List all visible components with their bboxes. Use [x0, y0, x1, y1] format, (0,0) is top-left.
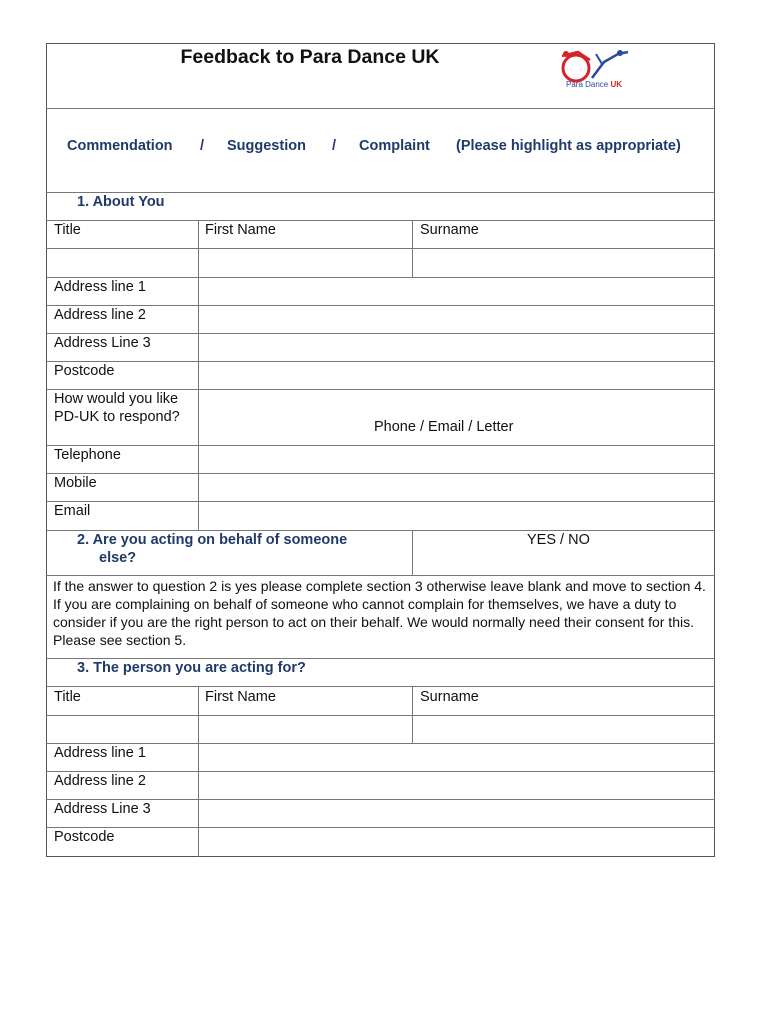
question-line1: 2. Are you acting on behalf of someone: [77, 532, 348, 548]
label-address-line-3: Address Line 3: [54, 335, 151, 351]
label-address-line-2-3: Address line 2: [54, 773, 146, 789]
title-field-3[interactable]: [47, 716, 198, 743]
option-commendation[interactable]: Commendation: [67, 138, 173, 154]
surname-field-3[interactable]: [413, 716, 714, 743]
address-line-1-field[interactable]: [199, 278, 714, 305]
label-mobile: Mobile: [54, 475, 97, 491]
highlight-note: (Please highlight as appropriate): [456, 138, 681, 154]
label-title-3: Title: [54, 689, 81, 705]
label-address-line-2: Address line 2: [54, 307, 146, 323]
title-field[interactable]: [47, 249, 198, 277]
question-line2: else?: [99, 550, 137, 566]
postcode-field-3[interactable]: [199, 828, 714, 856]
label-respond-method: [54, 390, 180, 426]
page-title: Feedback to Para Dance UK: [180, 46, 440, 68]
surname-field[interactable]: [413, 249, 714, 277]
label-surname-3: Surname: [420, 689, 479, 705]
mobile-field[interactable]: [199, 474, 714, 501]
address-line-2-field-3[interactable]: [199, 772, 714, 799]
address-line-3-field-3[interactable]: [199, 800, 714, 827]
postcode-field[interactable]: [199, 362, 714, 389]
section2-question: [77, 531, 347, 567]
section1-heading: 1. About You: [77, 194, 165, 210]
option-suggestion[interactable]: Suggestion: [227, 138, 306, 154]
first-name-field[interactable]: [199, 249, 412, 277]
address-line-1-field-3[interactable]: [199, 744, 714, 771]
label-title: Title: [54, 222, 81, 238]
label-first-name-3: First Name: [205, 689, 276, 705]
section3-heading: 3. The person you are acting for?: [77, 660, 306, 676]
respond-options[interactable]: Phone / Email / Letter: [374, 419, 514, 435]
separator: /: [200, 138, 205, 154]
address-line-3-field[interactable]: [199, 334, 714, 361]
first-name-field-3[interactable]: [199, 716, 412, 743]
instructions-paragraph: If the answer to question 2 is yes please complete section 3 otherwise leave blank and move to section 4. If you are complaining on behalf of someone who cannot complain for themselves, we have a duty to consider if you are the right person to act on their behalf. We would normally need their consent for this. Please see section 5.: [53, 578, 706, 648]
logo-text-plain: Para Dance: [566, 80, 609, 89]
rule-row: [46, 575, 715, 576]
logo-text-accent: UK: [610, 80, 623, 89]
label-address-line-1-3: Address line 1: [54, 745, 146, 761]
rule-row: [46, 686, 715, 687]
option-complaint[interactable]: Complaint: [359, 138, 430, 154]
respond-label-line2: PD-UK to respond?: [54, 409, 180, 425]
rule-row: [46, 220, 715, 221]
yes-no-options[interactable]: YES / NO: [527, 532, 590, 548]
logo-text: [566, 80, 622, 90]
label-postcode-3: Postcode: [54, 829, 115, 845]
label-telephone: Telephone: [54, 447, 121, 463]
respond-label-line1: How would you like: [54, 391, 179, 407]
label-address-line-3-3: Address Line 3: [54, 801, 151, 817]
label-surname: Surname: [420, 222, 479, 238]
label-address-line-1: Address line 1: [54, 279, 146, 295]
separator: /: [332, 138, 337, 154]
address-line-2-field[interactable]: [199, 306, 714, 333]
email-field[interactable]: [199, 502, 714, 530]
label-email: Email: [54, 503, 91, 519]
telephone-field[interactable]: [199, 446, 714, 473]
label-first-name: First Name: [205, 222, 276, 238]
label-postcode: Postcode: [54, 363, 115, 379]
rule-col: [412, 530, 413, 575]
rule-header-bottom: [46, 108, 715, 109]
